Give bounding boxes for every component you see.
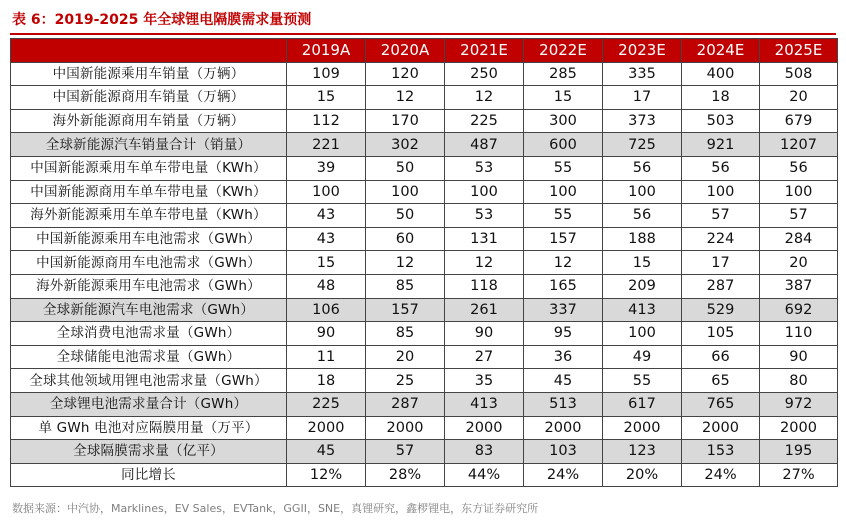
table-cell: 57 — [366, 440, 445, 464]
table-cell: 43 — [287, 204, 366, 228]
table-cell: 100 — [524, 180, 603, 204]
table-title: 表 6：2019-2025 年全球锂电隔膜需求量预测 — [12, 12, 312, 28]
table-cell: 55 — [524, 156, 603, 180]
table-row — [11, 109, 838, 133]
table-cell: 157 — [366, 298, 445, 322]
table-cell: 387 — [760, 274, 838, 298]
table-cell: 20% — [603, 463, 682, 487]
table-cell: 921 — [682, 133, 760, 157]
table-cell: 100 — [366, 180, 445, 204]
column-header: 2022E — [524, 39, 603, 63]
table-cell: 55 — [603, 369, 682, 393]
table-cell: 2000 — [287, 416, 366, 440]
table-cell: 600 — [524, 133, 603, 157]
table-cell: 49 — [603, 345, 682, 369]
table-cell: 12 — [445, 251, 524, 275]
column-header: 2019A — [287, 39, 366, 63]
table-cell: 12% — [287, 463, 366, 487]
table-cell: 18 — [682, 86, 760, 110]
table-cell: 335 — [603, 62, 682, 86]
row-label: 海外新能源乘用车单车带电量（KWh） — [11, 204, 287, 228]
table-row — [11, 62, 838, 86]
table-cell: 24% — [682, 463, 760, 487]
table-body — [11, 62, 838, 487]
table-cell: 2000 — [366, 416, 445, 440]
table-cell: 285 — [524, 62, 603, 86]
row-label: 中国新能源商用车单车带电量（KWh） — [11, 180, 287, 204]
row-label: 全球新能源汽车电池需求（GWh） — [11, 298, 287, 322]
table-cell: 44% — [445, 463, 524, 487]
table-cell: 123 — [603, 440, 682, 464]
table-cell: 972 — [760, 392, 838, 416]
table-cell: 12 — [366, 86, 445, 110]
header-row — [11, 39, 838, 63]
title-divider — [10, 33, 836, 35]
table-cell: 28% — [366, 463, 445, 487]
forecast-table — [10, 38, 838, 487]
row-label: 中国新能源乘用车电池需求（GWh） — [11, 227, 287, 251]
table-cell: 2000 — [445, 416, 524, 440]
table-cell: 529 — [682, 298, 760, 322]
table-cell: 53 — [445, 204, 524, 228]
table-cell: 56 — [603, 156, 682, 180]
table-cell: 17 — [682, 251, 760, 275]
table-cell: 57 — [682, 204, 760, 228]
source-note: 数据来源：中汽协，Marklines，EV Sales，EVTank，GGII，SNE，真锂研究，鑫椤锂电，东方证券研究所 — [12, 502, 539, 515]
table-cell: 2000 — [603, 416, 682, 440]
row-label: 全球消费电池需求量（GWh） — [11, 322, 287, 346]
table-row — [11, 274, 838, 298]
table-cell: 15 — [603, 251, 682, 275]
row-label: 同比增长 — [11, 463, 287, 487]
table-cell: 39 — [287, 156, 366, 180]
table-row — [11, 416, 838, 440]
row-label: 单 GWh 电池对应隔膜用量（万平） — [11, 416, 287, 440]
table-cell: 105 — [682, 322, 760, 346]
table-cell: 679 — [760, 109, 838, 133]
table-cell: 165 — [524, 274, 603, 298]
row-label: 中国新能源乘用车销量（万辆） — [11, 62, 287, 86]
table-cell: 45 — [524, 369, 603, 393]
row-label: 中国新能源乘用车单车带电量（KWh） — [11, 156, 287, 180]
row-label: 中国新能源商用车电池需求（GWh） — [11, 251, 287, 275]
table-cell: 11 — [287, 345, 366, 369]
table-cell: 261 — [445, 298, 524, 322]
table-cell: 95 — [524, 322, 603, 346]
table-cell: 1207 — [760, 133, 838, 157]
table-cell: 413 — [445, 392, 524, 416]
row-label: 全球新能源汽车销量合计（销量） — [11, 133, 287, 157]
table-cell: 43 — [287, 227, 366, 251]
table-cell: 2000 — [682, 416, 760, 440]
row-label: 全球锂电池需求量合计（GWh） — [11, 392, 287, 416]
table-cell: 57 — [760, 204, 838, 228]
table-cell: 110 — [760, 322, 838, 346]
table-cell: 15 — [524, 86, 603, 110]
table-row — [11, 227, 838, 251]
table-cell: 400 — [682, 62, 760, 86]
table-row — [11, 86, 838, 110]
table-cell: 24% — [524, 463, 603, 487]
table-cell: 2000 — [760, 416, 838, 440]
table-row — [11, 204, 838, 228]
table-cell: 118 — [445, 274, 524, 298]
table-cell: 337 — [524, 298, 603, 322]
table-cell: 100 — [445, 180, 524, 204]
table-cell: 503 — [682, 109, 760, 133]
row-label: 海外新能源乘用车电池需求（GWh） — [11, 274, 287, 298]
table-cell: 20 — [760, 251, 838, 275]
table-cell: 413 — [603, 298, 682, 322]
table-cell: 36 — [524, 345, 603, 369]
table-cell: 56 — [682, 156, 760, 180]
table-cell: 157 — [524, 227, 603, 251]
table-cell: 55 — [524, 204, 603, 228]
table-cell: 100 — [603, 322, 682, 346]
header-corner-cell — [11, 39, 287, 63]
table-cell: 83 — [445, 440, 524, 464]
table-cell: 112 — [287, 109, 366, 133]
row-label: 全球储能电池需求量（GWh） — [11, 345, 287, 369]
table-cell: 170 — [366, 109, 445, 133]
table-cell: 120 — [366, 62, 445, 86]
column-header: 2023E — [603, 39, 682, 63]
table-cell: 12 — [445, 86, 524, 110]
table-cell: 15 — [287, 251, 366, 275]
table-cell: 2000 — [524, 416, 603, 440]
row-label: 中国新能源商用车销量（万辆） — [11, 86, 287, 110]
table-cell: 225 — [287, 392, 366, 416]
table-row — [11, 440, 838, 464]
table-cell: 18 — [287, 369, 366, 393]
table-cell: 15 — [287, 86, 366, 110]
table-cell: 12 — [524, 251, 603, 275]
table-cell: 60 — [366, 227, 445, 251]
table-cell: 100 — [682, 180, 760, 204]
table-cell: 287 — [682, 274, 760, 298]
table-cell: 224 — [682, 227, 760, 251]
table-row — [11, 345, 838, 369]
table-cell: 302 — [366, 133, 445, 157]
table-cell: 65 — [682, 369, 760, 393]
table-cell: 513 — [524, 392, 603, 416]
table-cell: 692 — [760, 298, 838, 322]
table-cell: 100 — [287, 180, 366, 204]
table-cell: 80 — [760, 369, 838, 393]
row-label: 全球其他领域用锂电池需求量（GWh） — [11, 369, 287, 393]
table-cell: 27 — [445, 345, 524, 369]
table-cell: 56 — [760, 156, 838, 180]
table-cell: 48 — [287, 274, 366, 298]
table-cell: 25 — [366, 369, 445, 393]
table-row — [11, 251, 838, 275]
table-cell: 188 — [603, 227, 682, 251]
table-cell: 90 — [287, 322, 366, 346]
table-cell: 53 — [445, 156, 524, 180]
table-cell: 153 — [682, 440, 760, 464]
table-cell: 209 — [603, 274, 682, 298]
table-cell: 221 — [287, 133, 366, 157]
column-header: 2024E — [682, 39, 760, 63]
table-cell: 617 — [603, 392, 682, 416]
table-cell: 27% — [760, 463, 838, 487]
table-cell: 45 — [287, 440, 366, 464]
table-cell: 373 — [603, 109, 682, 133]
table-cell: 35 — [445, 369, 524, 393]
row-label: 全球隔膜需求量（亿平） — [11, 440, 287, 464]
table-cell: 195 — [760, 440, 838, 464]
table-row — [11, 133, 838, 157]
table-cell: 765 — [682, 392, 760, 416]
table-row — [11, 463, 838, 487]
table-cell: 90 — [445, 322, 524, 346]
table-cell: 56 — [603, 204, 682, 228]
column-header: 2025E — [760, 39, 838, 63]
table-cell: 100 — [760, 180, 838, 204]
table-cell: 100 — [603, 180, 682, 204]
table-row — [11, 298, 838, 322]
table-cell: 85 — [366, 274, 445, 298]
table-row — [11, 392, 838, 416]
table-cell: 20 — [760, 86, 838, 110]
table-cell: 284 — [760, 227, 838, 251]
table-cell: 90 — [760, 345, 838, 369]
table-cell: 131 — [445, 227, 524, 251]
row-label: 海外新能源商用车销量（万辆） — [11, 109, 287, 133]
table-cell: 225 — [445, 109, 524, 133]
column-header: 2020A — [366, 39, 445, 63]
table-cell: 725 — [603, 133, 682, 157]
table-cell: 50 — [366, 204, 445, 228]
table-row — [11, 156, 838, 180]
table-row — [11, 322, 838, 346]
table-cell: 103 — [524, 440, 603, 464]
table-cell: 50 — [366, 156, 445, 180]
table-cell: 12 — [366, 251, 445, 275]
table-cell: 287 — [366, 392, 445, 416]
table-cell: 20 — [366, 345, 445, 369]
table-row — [11, 180, 838, 204]
table-cell: 85 — [366, 322, 445, 346]
table-cell: 106 — [287, 298, 366, 322]
column-header: 2021E — [445, 39, 524, 63]
table-cell: 250 — [445, 62, 524, 86]
table-cell: 508 — [760, 62, 838, 86]
table-cell: 487 — [445, 133, 524, 157]
table-cell: 66 — [682, 345, 760, 369]
table-cell: 109 — [287, 62, 366, 86]
table-row — [11, 369, 838, 393]
table-cell: 17 — [603, 86, 682, 110]
table-cell: 300 — [524, 109, 603, 133]
